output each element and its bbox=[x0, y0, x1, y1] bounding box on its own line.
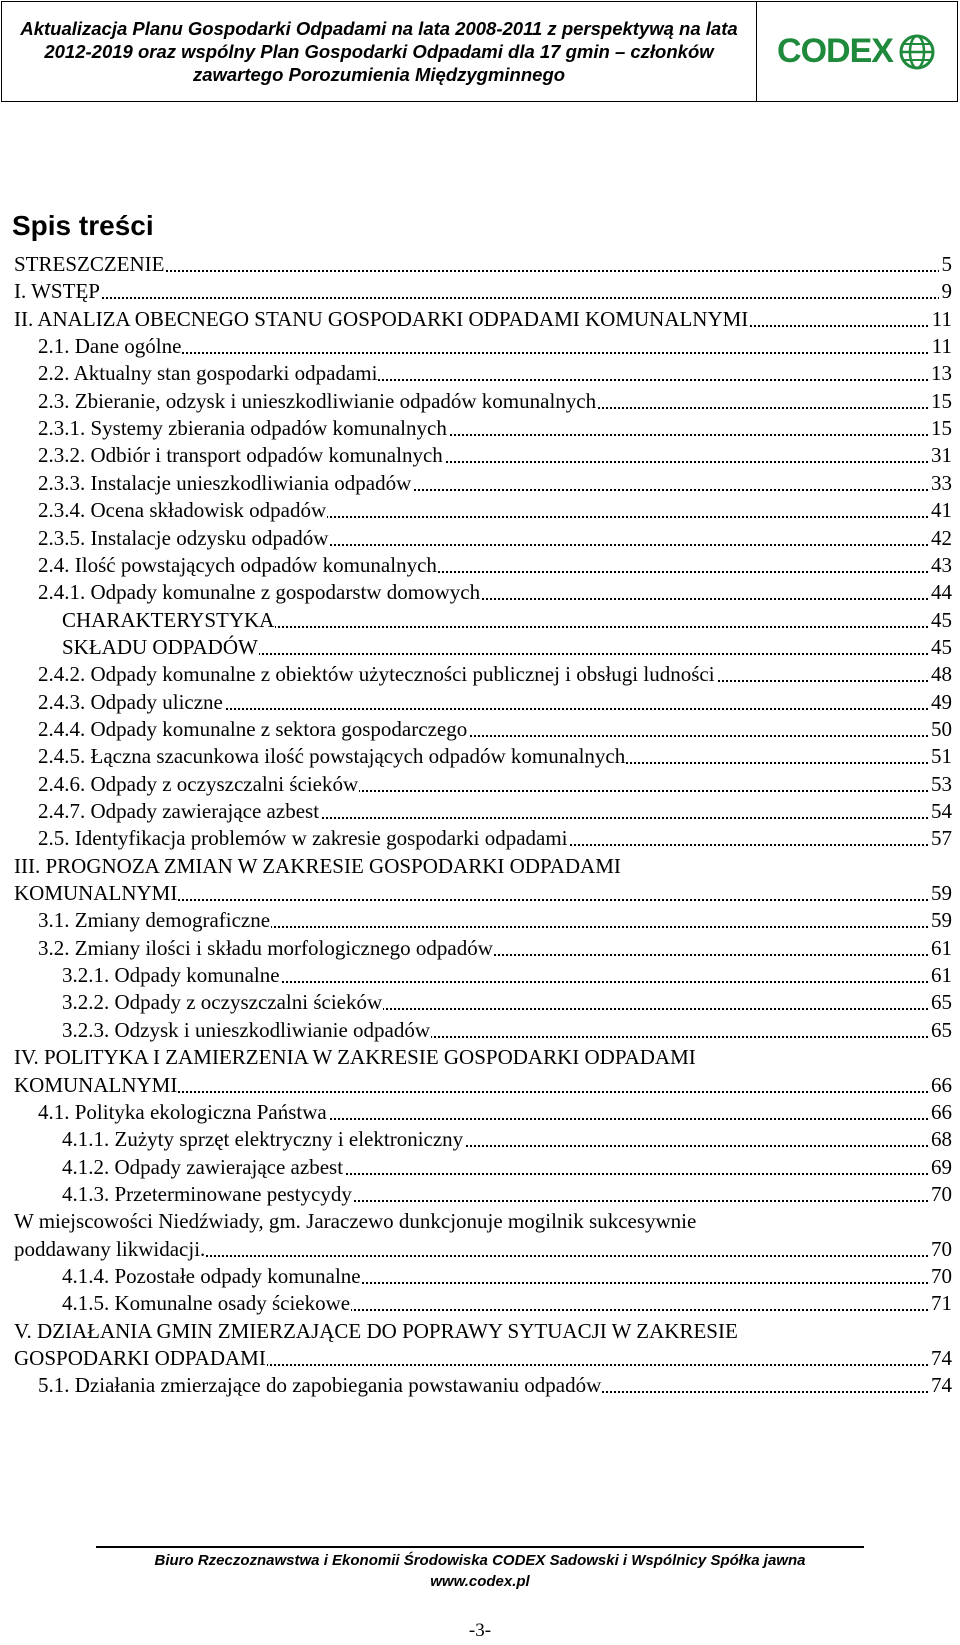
toc-entry-label: SKŁADU ODPADÓW bbox=[62, 634, 258, 659]
toc-entry[interactable] bbox=[0, 1016, 960, 1044]
toc-entry-label: KOMUNALNYMI bbox=[14, 881, 178, 906]
page-number: -3- bbox=[468, 1620, 492, 1641]
toc-entry[interactable] bbox=[0, 961, 960, 989]
toc-entry-label: 3.2.1. Odpady komunalne bbox=[62, 963, 280, 988]
toc-entry-label: 4.1.4. Pozostałe odpady komunalne bbox=[62, 1263, 361, 1288]
toc-entry-page: 13 bbox=[928, 359, 952, 387]
toc-entry-label: II. ANALIZA OBECNEGO STANU GOSPODARKI ODPADAMI KOMUNALNYMI bbox=[14, 306, 749, 331]
toc-entry-label: 4.1.3. Przeterminowane pestycydy bbox=[62, 1181, 352, 1206]
toc-entry-page: 68 bbox=[928, 1125, 952, 1153]
footer-company: Biuro Rzeczoznawstwa i Ekonomii Środowiska CODEX Sadowski i Wspólnicy Spółka jawna bbox=[154, 1552, 806, 1569]
toc-entry[interactable] bbox=[0, 1317, 960, 1345]
document-title: Aktualizacja Planu Gospodarki Odpadami na lata 2008-2011 z perspektywą na lata 2012-2019 oraz wspólny Plan Gospodarki Odpadami dla 17 gmin – członków zawartego Porozumienia Międzygminnego bbox=[2, 2, 757, 101]
toc-entry-label: poddawany likwidacji. bbox=[14, 1236, 206, 1261]
toc-entry-label: 3.2.3. Odzysk i unieszkodliwianie odpadów bbox=[62, 1017, 431, 1042]
toc-entry-page: 74 bbox=[928, 1344, 952, 1372]
toc-entry-label: 3.1. Zmiany demograficzne bbox=[38, 908, 271, 933]
toc-entry-page: 15 bbox=[928, 387, 952, 415]
toc-entry[interactable] bbox=[0, 1153, 960, 1181]
toc-entry[interactable] bbox=[0, 359, 960, 387]
toc-entry-label: 2.3.1. Systemy zbierania odpadów komunalnych bbox=[38, 416, 447, 441]
toc-entry-label: III. PROGNOZA ZMIAN W ZAKRESIE GOSPODARKI ODPADAMI bbox=[14, 853, 621, 878]
toc-entry-label: 4.1.2. Odpady zawierające azbest bbox=[62, 1154, 344, 1179]
logo-text: CODEX bbox=[777, 32, 893, 70]
toc-entry-page: 50 bbox=[928, 715, 952, 743]
toc-entry-page: 15 bbox=[928, 414, 952, 442]
toc-entry-page: 11 bbox=[929, 305, 952, 333]
globe-icon bbox=[897, 32, 937, 72]
toc-entry-label: V. DZIAŁANIA GMIN ZMIERZAJĄCE DO POPRAWY SYTUACJI W ZAKRESIE bbox=[14, 1318, 738, 1343]
footer-website: www.codex.pl bbox=[430, 1573, 530, 1590]
toc-entry[interactable] bbox=[0, 1071, 960, 1099]
document-header bbox=[1, 1, 958, 102]
toc-entry-page: 57 bbox=[928, 824, 952, 852]
toc-entry-label: 5.1. Działania zmierzające do zapobiegania powstawaniu odpadów bbox=[38, 1373, 602, 1398]
toc-entry[interactable] bbox=[0, 852, 960, 880]
toc-entry-label: 2.2. Aktualny stan gospodarki odpadami bbox=[38, 361, 378, 386]
toc-entry-label: 2.4.1. Odpady komunalne z gospodarstw domowych bbox=[38, 580, 481, 605]
toc-entry-page: 59 bbox=[928, 879, 952, 907]
toc-entry-page: 45 bbox=[928, 606, 952, 634]
toc-entry[interactable] bbox=[0, 934, 960, 962]
toc-entry-label: 2.4.7. Odpady zawierające azbest bbox=[38, 799, 320, 823]
toc-entry-label: 2.3.5. Instalacje odzysku odpadów bbox=[38, 525, 329, 550]
toc-entry[interactable] bbox=[0, 633, 960, 661]
toc-entry[interactable] bbox=[0, 906, 960, 934]
toc-entry-label: 3.2.2. Odpady z oczyszczalni ścieków bbox=[62, 990, 383, 1015]
toc-entry-label: KOMUNALNYMI bbox=[14, 1072, 178, 1097]
toc-leader-dots bbox=[34, 297, 940, 299]
toc-entry[interactable] bbox=[0, 469, 960, 497]
toc-entry-page: 45 bbox=[928, 633, 952, 661]
toc-entry[interactable] bbox=[0, 988, 960, 1016]
toc-entry-label: 2.3.4. Ocena składowisk odpadów bbox=[38, 498, 327, 523]
toc-entry-label: 2.4.2. Odpady komunalne z obiektów użyteczności publicznej i obsługi ludności bbox=[38, 662, 715, 687]
toc-entry-page: 61 bbox=[928, 961, 952, 989]
toc-entry[interactable] bbox=[0, 715, 960, 743]
toc-entry-page: 59 bbox=[928, 906, 952, 934]
toc-entry-label: 2.4.6. Odpady z oczyszczalni ścieków bbox=[38, 771, 359, 796]
toc-entry-label: 2.4.4. Odpady komunalne z sektora gospodarczego bbox=[38, 716, 468, 741]
toc-entry[interactable] bbox=[0, 332, 960, 360]
toc-entry-label: STRESZCZENIE bbox=[14, 252, 165, 276]
toc-entry-label: 2.4.5. Łączna szacunkowa ilość powstających odpadów komunalnych bbox=[38, 744, 626, 769]
toc-entry-label: GOSPODARKI ODPADAMI bbox=[14, 1346, 266, 1370]
toc-entry-page: 69 bbox=[928, 1153, 952, 1181]
toc-entry-label: W miejscowości Niedźwiady, gm. Jaraczewo dunkcjonuje mogilnik sukcesywnie bbox=[14, 1209, 697, 1234]
toc-entry-page: 53 bbox=[928, 770, 952, 798]
toc-entry[interactable] bbox=[0, 606, 960, 634]
toc-entry-page: 9 bbox=[939, 277, 953, 305]
toc-entry-label: 2.3.2. Odbiór i transport odpadów komunalnych bbox=[38, 443, 443, 468]
toc-entry[interactable] bbox=[0, 387, 960, 415]
toc-entry[interactable] bbox=[0, 551, 960, 579]
toc-entry[interactable] bbox=[0, 770, 960, 798]
toc-entry[interactable] bbox=[0, 1125, 960, 1153]
toc-entry-page: 31 bbox=[928, 441, 952, 469]
toc-entry-page: 65 bbox=[928, 988, 952, 1016]
toc-entry-label: IV. POLITYKA I ZAMIERZENIA W ZAKRESIE GOSPODARKI ODPADAMI bbox=[14, 1045, 696, 1070]
toc-entry[interactable] bbox=[0, 414, 960, 442]
toc-entry-page: 43 bbox=[928, 551, 952, 579]
toc-entry-page: 66 bbox=[928, 1098, 952, 1126]
toc-entry-label: I. WSTĘP bbox=[14, 279, 100, 304]
toc-entry[interactable] bbox=[0, 305, 960, 333]
toc-entry-label: 2.4.3. Odpady uliczne bbox=[38, 689, 223, 714]
toc-entry-page: 33 bbox=[928, 469, 952, 497]
toc-entry[interactable] bbox=[0, 1289, 960, 1317]
toc-entry[interactable] bbox=[0, 1098, 960, 1126]
toc-entry-label: 2.3.3. Instalacje unieszkodliwiania odpadów bbox=[38, 470, 412, 495]
toc-entry[interactable] bbox=[0, 742, 960, 770]
toc-entry[interactable] bbox=[0, 496, 960, 524]
toc-entry-page: 44 bbox=[928, 578, 952, 606]
toc-entry[interactable] bbox=[0, 1235, 960, 1263]
toc-entry-label: 2.5. Identyfikacja problemów w zakresie gospodarki odpadami bbox=[38, 826, 568, 851]
toc-entry[interactable] bbox=[0, 277, 960, 305]
toc-entry-page: 65 bbox=[928, 1016, 952, 1044]
toc-entry-page: 66 bbox=[928, 1071, 952, 1099]
toc-leader-dots bbox=[58, 352, 940, 354]
toc-entry[interactable] bbox=[0, 1344, 960, 1372]
toc-entry-page: 11 bbox=[929, 332, 952, 360]
footer-divider bbox=[96, 1546, 864, 1548]
toc-entry[interactable] bbox=[0, 1262, 960, 1290]
toc-entry[interactable] bbox=[0, 1371, 960, 1399]
toc-entry[interactable] bbox=[0, 1043, 960, 1071]
toc-entry-label: 2.4. Ilość powstających odpadów komunalnych bbox=[38, 552, 437, 577]
toc-entry-label: 4.1.1. Zużyty sprzęt elektryczny i elektroniczny bbox=[62, 1127, 464, 1152]
toc-entry-page: 41 bbox=[928, 496, 952, 524]
toc-leader-dots bbox=[34, 270, 940, 272]
toc-entry-page: 74 bbox=[928, 1371, 952, 1399]
toc-entry[interactable] bbox=[0, 441, 960, 469]
toc-entry[interactable] bbox=[0, 1207, 960, 1235]
toc-entry[interactable] bbox=[0, 250, 960, 278]
toc-entry-page: 49 bbox=[928, 688, 952, 716]
toc-entry-page: 5 bbox=[939, 250, 953, 278]
toc-heading: Spis treści bbox=[12, 210, 154, 241]
toc-entry[interactable] bbox=[0, 1180, 960, 1208]
toc-entry[interactable] bbox=[0, 824, 960, 852]
toc-entry[interactable] bbox=[0, 688, 960, 716]
toc-entry-page: 51 bbox=[928, 742, 952, 770]
toc-entry-page: 70 bbox=[928, 1235, 952, 1263]
codex-logo bbox=[757, 2, 957, 101]
toc-entry-label: 2.3. Zbieranie, odzysk i unieszkodliwianie odpadów komunalnych bbox=[38, 388, 597, 413]
toc-entry-page: 71 bbox=[928, 1289, 952, 1317]
toc-entry-page: 70 bbox=[928, 1262, 952, 1290]
toc-entry-page: 54 bbox=[928, 797, 952, 825]
toc-entry-label: 4.1. Polityka ekologiczna Państwa bbox=[38, 1099, 327, 1124]
toc-entry-label: CHARAKTERYSTYKA bbox=[62, 607, 275, 632]
toc-entry-page: 42 bbox=[928, 524, 952, 552]
toc-entry-page: 70 bbox=[928, 1180, 952, 1208]
toc-entry[interactable] bbox=[0, 879, 960, 907]
toc-entry-label: 3.2. Zmiany ilości i składu morfologicznego odpadów bbox=[38, 935, 493, 960]
toc-entry[interactable] bbox=[0, 660, 960, 688]
toc-entry[interactable] bbox=[0, 578, 960, 606]
toc-entry[interactable] bbox=[0, 524, 960, 552]
toc-entry-page: 61 bbox=[928, 934, 952, 962]
toc-entry-label: 2.1. Dane ogólne bbox=[38, 334, 182, 359]
toc-entry[interactable] bbox=[0, 797, 960, 825]
toc-entry-page: 48 bbox=[928, 660, 952, 688]
toc-entry-label: 4.1.5. Komunalne osady ściekowe bbox=[62, 1291, 351, 1316]
